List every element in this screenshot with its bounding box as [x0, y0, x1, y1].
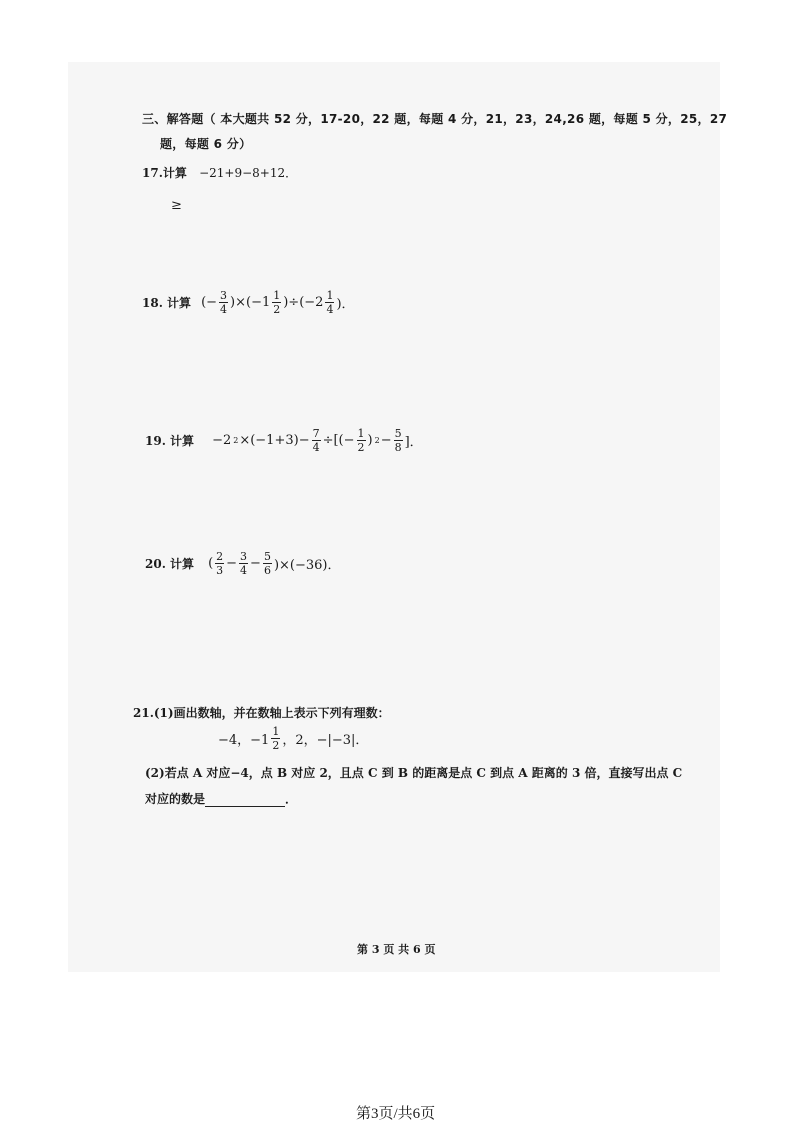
math-text: ( — [208, 556, 214, 571]
math-text: ，2，−|−3|． — [282, 733, 369, 748]
question-21-expression — [218, 726, 368, 751]
fraction — [215, 551, 224, 576]
denominator: 4 — [220, 303, 228, 316]
numerator: 5 — [394, 427, 402, 440]
math-text: − — [380, 433, 392, 448]
exponent: 2 — [233, 436, 239, 445]
question-20-label: 20. 计算 — [145, 557, 195, 571]
numerator: 5 — [263, 550, 271, 563]
fraction — [325, 290, 334, 315]
question-18-label: 18. 计算 — [142, 296, 192, 310]
fraction — [394, 428, 403, 453]
numerator: 1 — [273, 289, 281, 302]
math-text: )÷(−2 — [283, 295, 324, 310]
math-text: − — [226, 556, 238, 571]
numerator: 3 — [240, 550, 248, 563]
math-text: −2 — [212, 433, 232, 448]
question-21-part-2: (2)若点 A 对应−4，点 B 对应 2，且点 C 到 B 的距离是点 C 到点 A 距离的 3 倍，直接写出点 C — [145, 766, 683, 780]
question-19-expression — [212, 428, 423, 453]
numerator: 7 — [312, 427, 320, 440]
answer-blank[interactable] — [205, 794, 285, 807]
numerator: 1 — [357, 427, 365, 440]
exponent: 2 — [374, 436, 380, 445]
page-number: 第3页/共6页 — [356, 1106, 436, 1122]
fraction — [312, 428, 321, 453]
math-text: ÷[(− — [322, 433, 355, 448]
math-text: ． — [285, 792, 298, 806]
denominator: 4 — [326, 303, 334, 316]
question-18 — [142, 290, 355, 315]
fraction — [272, 290, 281, 315]
question-17-expression: −21+9−8+12． — [199, 166, 298, 180]
math-text: − — [250, 556, 261, 571]
inner-page-footer: 第 3 页 共 6 页 — [357, 943, 436, 956]
denominator: 4 — [240, 564, 248, 577]
math-text: ) — [367, 433, 373, 448]
question-18-expression — [201, 290, 354, 315]
question-17 — [142, 164, 297, 181]
math-text: )． — [336, 297, 355, 312]
answer-prompt: 对应的数是 — [145, 792, 206, 806]
math-text: ×(−1+3)− — [239, 433, 310, 448]
denominator: 3 — [216, 564, 224, 577]
fraction — [219, 290, 228, 315]
question-19-label: 19. 计算 — [145, 434, 195, 448]
question-20 — [145, 551, 341, 576]
fraction — [271, 726, 280, 751]
math-text: −4，−1 — [218, 733, 270, 748]
denominator: 2 — [272, 739, 280, 752]
denominator: 2 — [273, 303, 281, 316]
math-text: ]． — [404, 435, 423, 450]
fraction — [357, 428, 366, 453]
denominator: 6 — [263, 564, 271, 577]
denominator: 2 — [357, 441, 365, 454]
denominator: 8 — [394, 441, 402, 454]
question-19 — [145, 428, 423, 453]
section-title-continued: 题，每题 6 分） — [160, 137, 252, 151]
section-title: 三、解答题（ 本大题共 52 分，17-20，22 题，每题 4 分，21，23，24,26 题，每题 5 分，25，27 — [142, 112, 728, 126]
question-20-expression — [208, 551, 340, 576]
question-21-part-2-continued — [145, 790, 297, 807]
fraction — [263, 551, 272, 576]
math-text: )×(−36)． — [273, 558, 341, 573]
numerator: 2 — [216, 550, 224, 563]
denominator: 4 — [312, 441, 320, 454]
question-17-label: 17.计算 — [142, 166, 187, 180]
question-21-values — [218, 726, 368, 751]
question-21-part-1: 21.(1)画出数轴，并在数轴上表示下列有理数： — [133, 706, 390, 720]
fraction — [239, 551, 248, 576]
math-text: )×(−1 — [230, 295, 271, 310]
numerator: 3 — [220, 289, 228, 302]
numerator: 1 — [272, 725, 280, 738]
scanned-page — [68, 62, 720, 972]
numerator: 1 — [326, 289, 334, 302]
stray-mark: ≥ — [171, 198, 182, 213]
math-text: (− — [201, 295, 218, 310]
